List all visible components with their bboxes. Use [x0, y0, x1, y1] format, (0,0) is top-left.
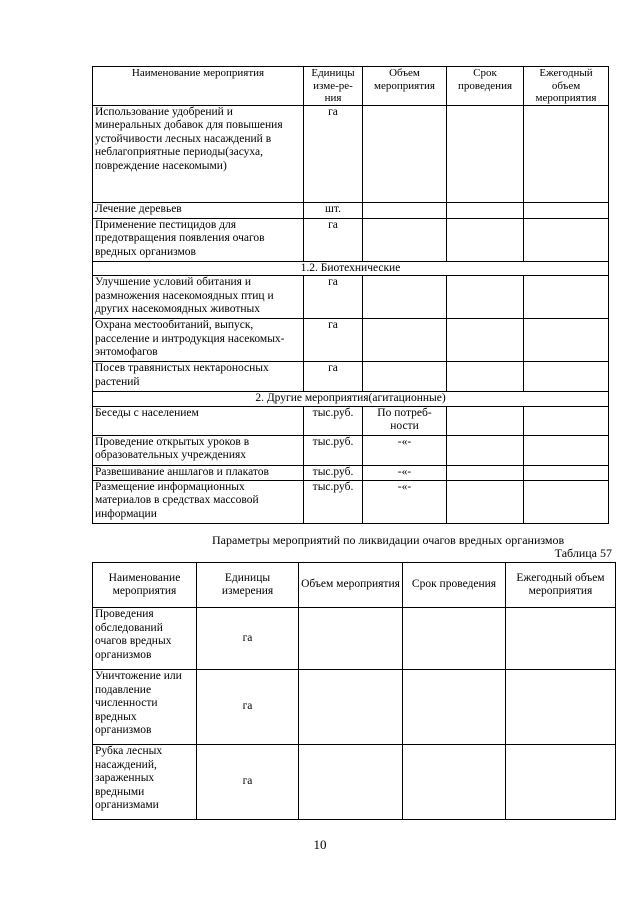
cell-name: Размещение информационных материалов в средствах массовой информации [93, 480, 304, 523]
cell-name: Рубка лесных насаждений, зараженных вредными организмами [93, 745, 197, 820]
cell-term [403, 745, 506, 820]
table-row [93, 435, 609, 465]
header-name: Наименование мероприятия [93, 563, 197, 608]
cell-term [447, 218, 524, 261]
cell-term [447, 480, 524, 523]
cell-term [447, 435, 524, 465]
cell-unit: га [304, 276, 363, 319]
cell-unit: га [304, 319, 363, 362]
table-number: Таблица 57 [554, 546, 612, 560]
header-term: Срок проведения [403, 563, 506, 608]
measures-table-2 [92, 562, 616, 820]
table-row [93, 465, 609, 480]
cell-volume: По потреб-ности [363, 406, 447, 435]
cell-name: Применение пестицидов для предотвращения появления очагов вредных организмов [93, 218, 304, 261]
cell-name: Проведения обследований очагов вредных организмов [93, 608, 197, 670]
header-name: Наименование мероприятия [93, 67, 304, 106]
cell-unit: тыс.руб. [304, 406, 363, 435]
cell-unit: тыс.руб. [304, 465, 363, 480]
measures-table-1 [92, 66, 609, 524]
cell-annual [524, 435, 609, 465]
cell-volume [299, 670, 403, 745]
header-volume: Объем мероприятия [299, 563, 403, 608]
cell-name: Улучшение условий обитания и размножения насекомоядных птиц и других насекомоядных животных [93, 276, 304, 319]
table-row [93, 608, 616, 670]
cell-name: Использование удобрений и минеральных добавок для повышения устойчивости лесных насаждений в неблагоприятные периоды(засуха, повреждение насекомыми) [93, 105, 304, 202]
cell-unit: га [304, 105, 363, 202]
cell-name: Уничтожение или подавление численности вредных организмов [93, 670, 197, 745]
cell-annual [506, 670, 616, 745]
cell-unit: шт. [304, 202, 363, 218]
table-caption-title: Параметры мероприятий по ликвидации очагов вредных организмов [212, 533, 565, 547]
cell-annual [506, 745, 616, 820]
table-row [93, 670, 616, 745]
cell-name: Развешивание аншлагов и плакатов [93, 465, 304, 480]
cell-annual [524, 105, 609, 202]
cell-volume [299, 745, 403, 820]
page-number: 10 [313, 837, 327, 852]
cell-term [447, 276, 524, 319]
header-annual-volume: Ежегодный объем мероприятия [506, 563, 616, 608]
table-row [93, 202, 609, 218]
cell-annual [524, 276, 609, 319]
cell-term [447, 465, 524, 480]
cell-term [403, 670, 506, 745]
section-row [93, 392, 609, 407]
cell-term [403, 608, 506, 670]
table-row [93, 406, 609, 435]
cell-name: Проведение открытых уроков в образовательных учреждениях [93, 435, 304, 465]
section-row [93, 261, 609, 276]
cell-unit: га [197, 745, 299, 820]
cell-term [447, 202, 524, 218]
cell-annual [506, 608, 616, 670]
cell-unit: га [197, 608, 299, 670]
cell-volume [299, 608, 403, 670]
cell-volume [363, 362, 447, 392]
cell-annual [524, 480, 609, 523]
table-row [93, 745, 616, 820]
cell-annual [524, 218, 609, 261]
section-other: 2. Другие мероприятия(агитационные) [93, 392, 609, 407]
cell-term [447, 406, 524, 435]
section-biotechnical: 1.2. Биотехнические [93, 261, 609, 276]
cell-unit: га [304, 362, 363, 392]
cell-unit: га [197, 670, 299, 745]
cell-name: Беседы с населением [93, 406, 304, 435]
table-row [93, 105, 609, 202]
cell-annual [524, 406, 609, 435]
cell-volume [363, 202, 447, 218]
cell-term [447, 319, 524, 362]
header-unit: Единицы измерения [197, 563, 299, 608]
table-row [93, 480, 609, 523]
cell-volume [363, 276, 447, 319]
cell-volume: -«- [363, 480, 447, 523]
header-unit: Единицы изме-ре-ния [304, 67, 363, 106]
cell-volume [363, 218, 447, 261]
cell-name: Охрана местообитаний, выпуск, расселение и интродукция насекомых-энтомофагов [93, 319, 304, 362]
header-annual-volume: Ежегодный объем мероприятия [524, 67, 609, 106]
table-header-row [93, 563, 616, 608]
table-row [93, 218, 609, 261]
cell-unit: га [304, 218, 363, 261]
cell-annual [524, 202, 609, 218]
cell-annual [524, 319, 609, 362]
cell-unit: тыс.руб. [304, 435, 363, 465]
cell-volume: -«- [363, 435, 447, 465]
cell-term [447, 362, 524, 392]
table-row [93, 362, 609, 392]
cell-volume [363, 105, 447, 202]
table-row [93, 319, 609, 362]
header-term: Срок проведения [447, 67, 524, 106]
cell-term [447, 105, 524, 202]
cell-unit: тыс.руб. [304, 480, 363, 523]
cell-volume: -«- [363, 465, 447, 480]
cell-volume [363, 319, 447, 362]
cell-annual [524, 362, 609, 392]
header-volume: Объем мероприятия [363, 67, 447, 106]
cell-name: Лечение деревьев [93, 202, 304, 218]
cell-annual [524, 465, 609, 480]
table-header-row [93, 67, 609, 106]
table-row [93, 276, 609, 319]
cell-name: Посев травянистых нектароносных растений [93, 362, 304, 392]
